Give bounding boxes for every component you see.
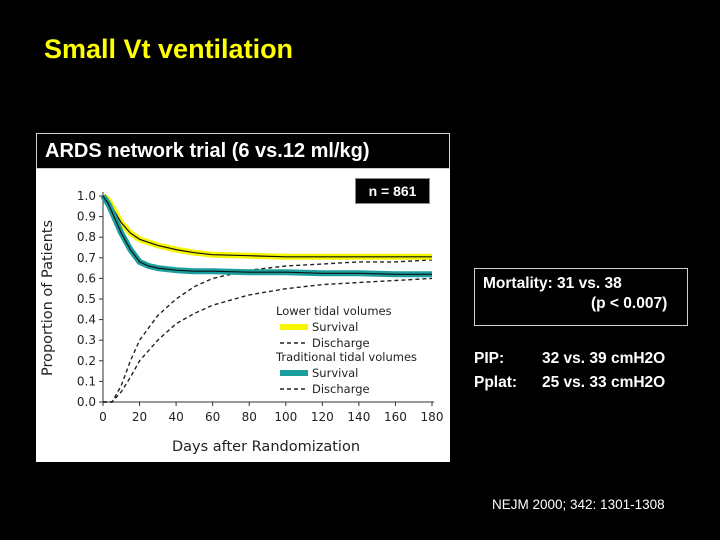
x-tick-label: 0: [99, 410, 107, 424]
pip-value: 32 vs. 39 cmH2O: [542, 350, 666, 367]
lower-survival-line-band: [103, 196, 432, 257]
traditional-discharge-line: [103, 278, 432, 402]
mortality-pvalue: (p < 0.007): [591, 295, 668, 312]
x-tick-label: 160: [383, 410, 407, 424]
y-tick-label: 1.0: [76, 189, 96, 203]
y-tick-label: 0.5: [76, 292, 96, 306]
y-tick-label: 0.7: [76, 250, 96, 265]
y-tick-label: 0.6: [76, 271, 96, 286]
legend-lower-discharge-label: Discharge: [312, 336, 370, 350]
mortality-box: [474, 268, 688, 326]
x-tick-label: 140: [347, 410, 371, 424]
y-tick-label: 0.1: [76, 374, 96, 389]
x-axis-title: Days after Randomization: [171, 439, 361, 455]
chart-panel: [36, 169, 450, 462]
y-axis-title: Proportion of Patients: [40, 219, 56, 377]
y-tick-label: 0.9: [76, 209, 96, 224]
x-tick-label: 40: [168, 410, 184, 424]
pplat-label: Pplat:: [474, 374, 518, 391]
lower-survival-line: [103, 196, 432, 257]
legend-lower-survival-label: Survival: [312, 320, 359, 334]
legend-traditional-discharge-label: Discharge: [312, 382, 370, 396]
x-tick-label: 20: [131, 410, 148, 424]
x-tick-label: 180: [420, 410, 444, 424]
legend-traditional-survival-label: Survival: [312, 366, 359, 380]
legend-group1-title: Lower tidal volumes: [276, 304, 392, 318]
x-tick-label: 120: [310, 410, 334, 424]
y-tick-label: 0.3: [76, 333, 96, 348]
mortality-line1: Mortality: 31 vs. 38: [483, 275, 622, 292]
pplat-value: 25 vs. 33 cmH2O: [542, 374, 666, 391]
legend-group2-title: Traditional tidal volumes: [276, 350, 418, 364]
survival-chart: [36, 169, 450, 462]
trial-label: ARDS network trial (6 vs.12 ml/kg): [36, 133, 450, 169]
x-tick-label: 100: [274, 410, 298, 424]
y-tick-label: 0.2: [76, 353, 96, 368]
y-tick-label: 0.8: [76, 230, 96, 245]
citation: NEJM 2000; 342: 1301-1308: [492, 497, 665, 512]
x-tick-label: 60: [205, 410, 221, 424]
slide-title: Small Vt ventilation: [44, 34, 294, 64]
pplat-row: [474, 374, 665, 392]
y-tick-label: 0.0: [76, 395, 96, 409]
pip-row: [474, 350, 665, 368]
y-tick-label: 0.4: [76, 312, 96, 327]
sample-size-label: n = 861: [355, 178, 430, 204]
pip-label: PIP:: [474, 350, 505, 367]
x-tick-label: 80: [241, 410, 257, 424]
